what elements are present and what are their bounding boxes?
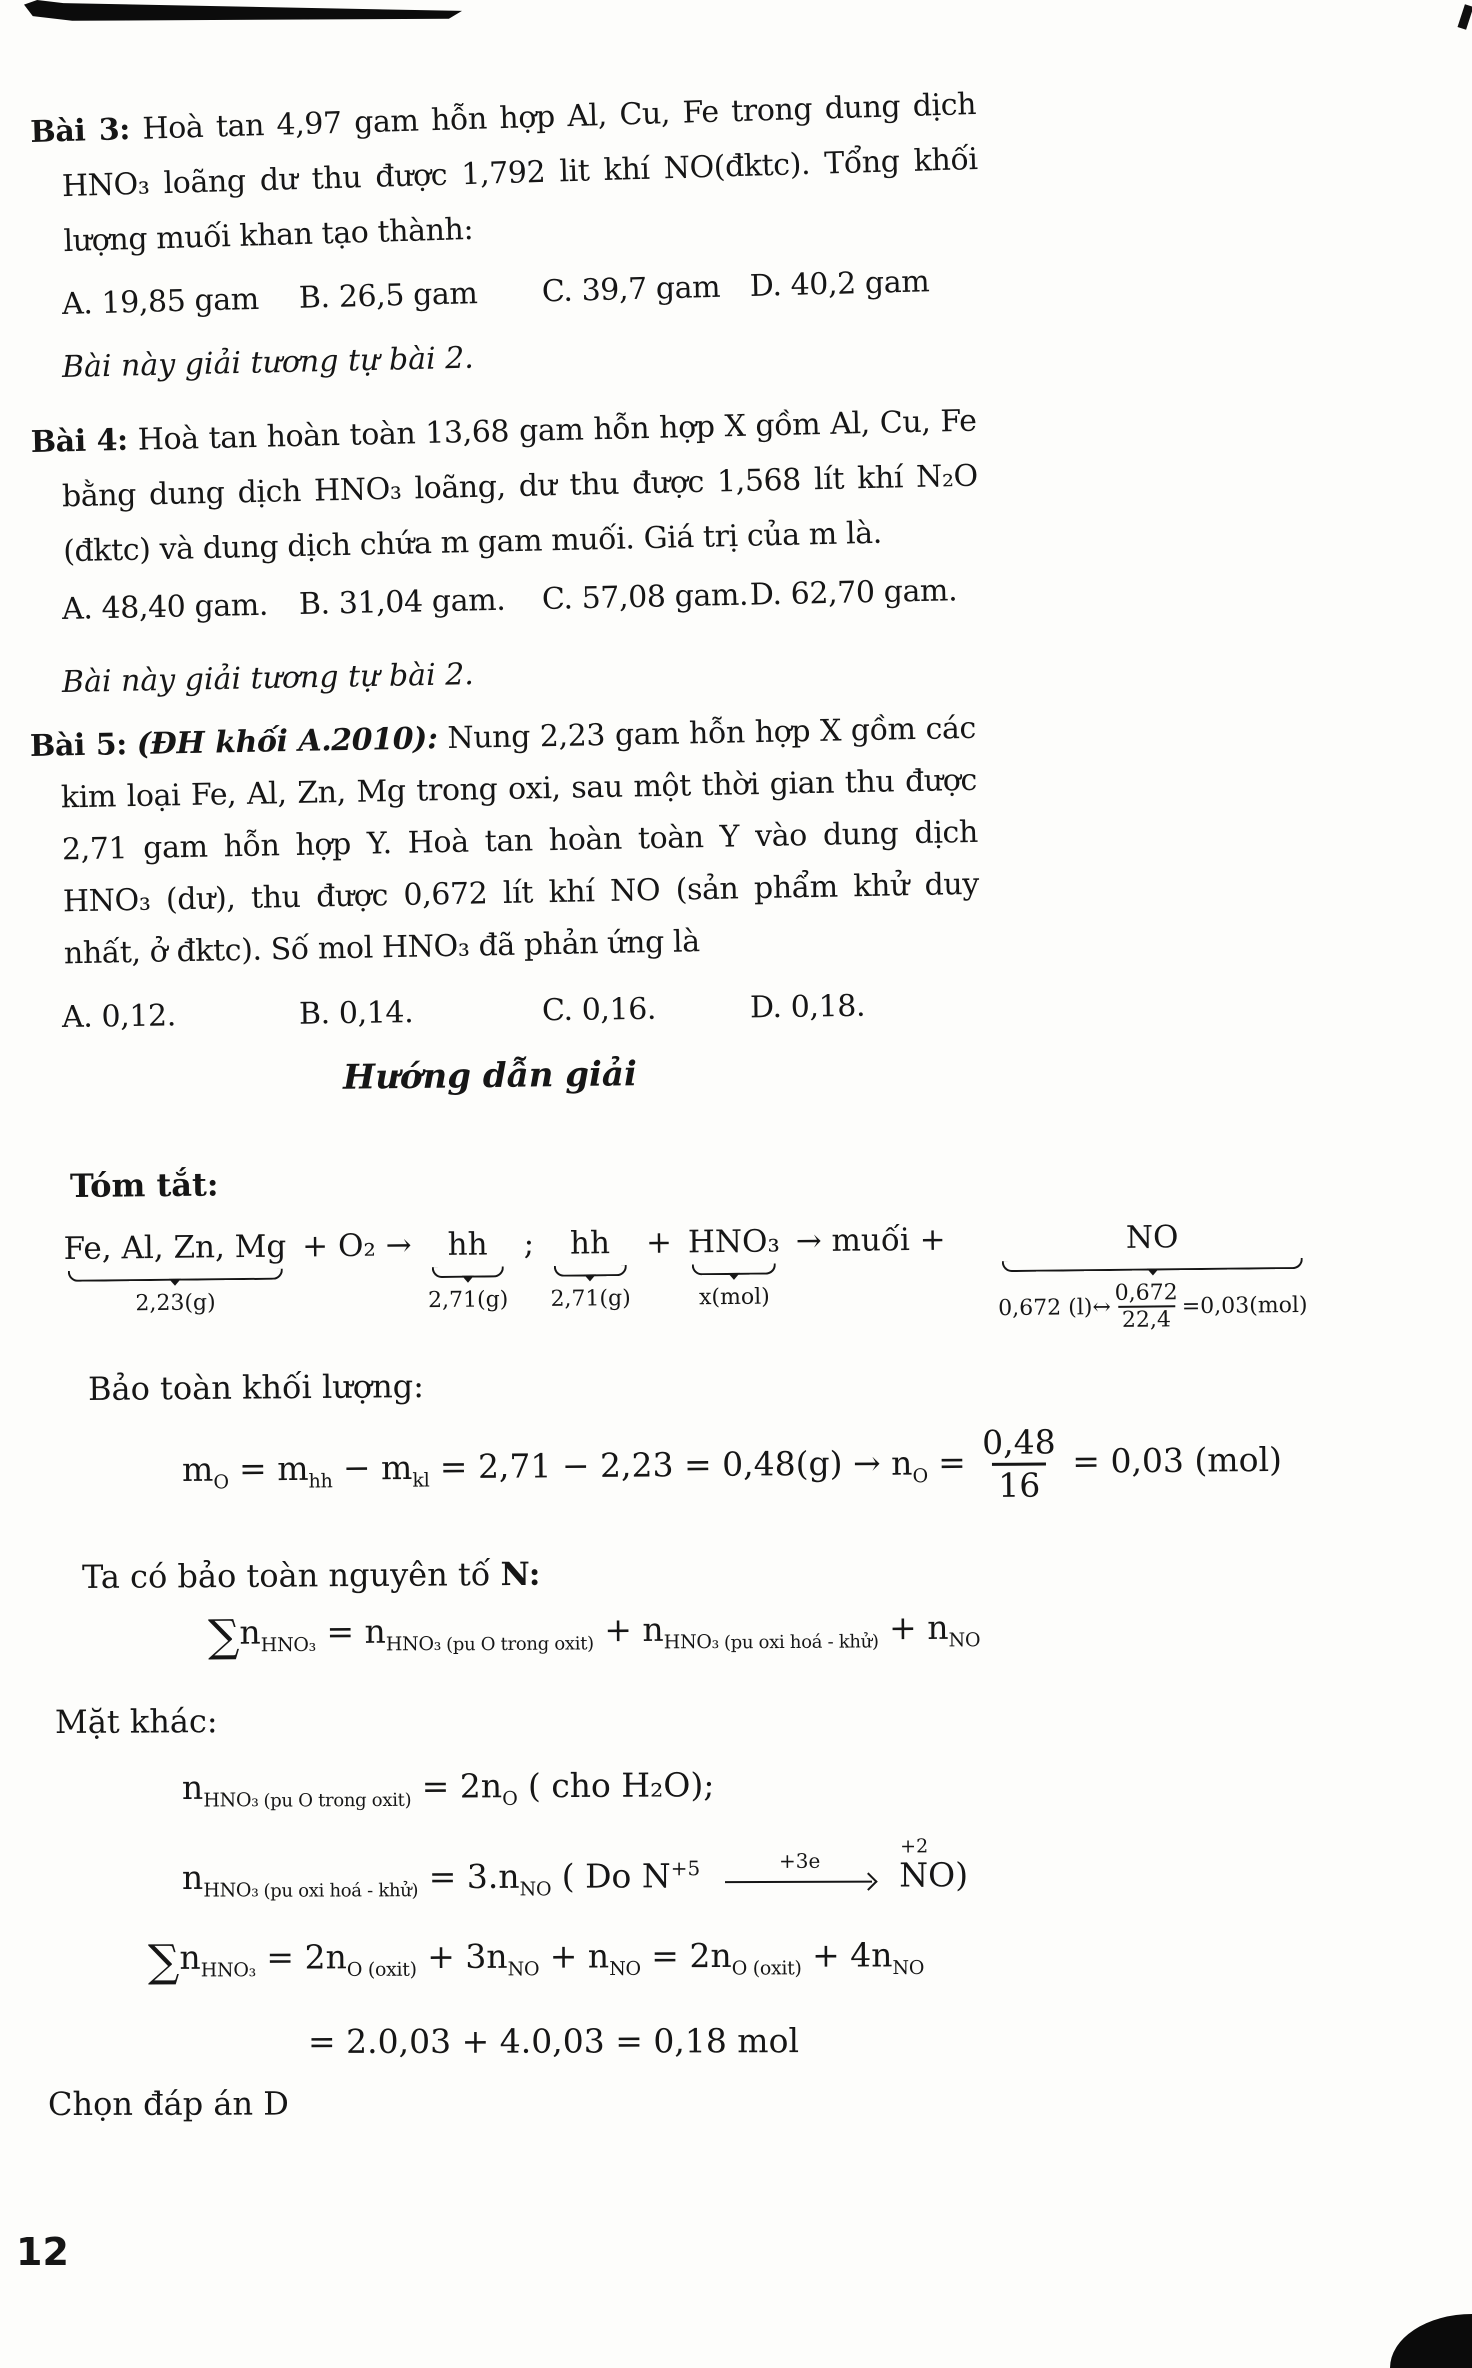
problem-bai-3 xyxy=(30,77,980,270)
solution-scheme xyxy=(57,1215,1313,1344)
option-a: A. 48,40 gam. xyxy=(61,587,269,627)
conclusion xyxy=(48,2085,289,2123)
underbrace-icon xyxy=(432,1266,504,1278)
label-bold: N: xyxy=(500,1554,541,1594)
subscript-note: (pu oxi hoá - khử) xyxy=(263,1879,419,1902)
var: = 3.n xyxy=(428,1856,520,1897)
underbrace-hh1 xyxy=(427,1223,508,1313)
eq-term xyxy=(182,1857,418,1901)
problem-label: Bài 3: xyxy=(29,112,131,151)
page-number xyxy=(16,2230,69,2274)
subscript: kl xyxy=(412,1468,430,1492)
underbrace-icon xyxy=(554,1265,626,1277)
option-d: D. 62,70 gam. xyxy=(749,573,958,613)
var: m xyxy=(277,1448,309,1488)
underbrace-hh2 xyxy=(550,1222,631,1312)
scheme-acid-mol: x(mol) xyxy=(698,1284,770,1311)
var: 2n xyxy=(304,1937,347,1977)
eq-term xyxy=(927,1608,980,1652)
problem-label: Bài 5: xyxy=(29,727,128,765)
subscript-note: (pu O trong oxit) xyxy=(446,1632,594,1655)
label-text: Bảo toàn khối lượng: xyxy=(87,1367,425,1408)
option-a: A. 19,85 gam xyxy=(61,281,260,322)
operator: + xyxy=(549,1936,578,1976)
subscript: O xyxy=(912,1464,928,1487)
scheme-hh1: hh xyxy=(447,1226,488,1263)
options-bai-3 xyxy=(62,264,930,322)
sigma-icon: ∑ xyxy=(207,1610,240,1662)
fraction-numerator: 0,672 xyxy=(1114,1280,1178,1306)
equation-nitrogen-balance xyxy=(207,1607,981,1662)
eq-tail: = 0,03 (mol) xyxy=(1072,1439,1283,1481)
eq-middle: = 2,71 − 2,23 = 0,48(g) → xyxy=(439,1443,881,1487)
scheme-plus: + xyxy=(645,1224,673,1261)
option-c: C. 39,7 gam xyxy=(541,269,721,310)
eq-term xyxy=(179,1938,256,1982)
scan-artifact-corner xyxy=(1390,2314,1472,2368)
eq-term xyxy=(465,1937,539,1981)
note-text: Bài này giải tương tự bài 2. xyxy=(61,657,475,700)
var: = 2n xyxy=(421,1766,503,1806)
operator: + xyxy=(604,1610,633,1650)
option-d: D. 0,18. xyxy=(749,988,866,1026)
operator: = xyxy=(938,1442,967,1482)
eq-term xyxy=(304,1937,416,1981)
sigma-icon: ∑ xyxy=(147,1935,180,1987)
label-text: Ta có bảo toàn nguyên tố xyxy=(81,1555,491,1596)
operator: = xyxy=(651,1936,679,1976)
arrow-line xyxy=(725,1881,872,1884)
fraction-denominator: 16 xyxy=(992,1462,1046,1505)
var: n xyxy=(181,1767,204,1807)
nitrogen-balance-label xyxy=(82,1555,541,1596)
subscript: NO xyxy=(507,1958,540,1981)
eq-term xyxy=(422,1766,518,1810)
var: m xyxy=(181,1449,214,1489)
var: n xyxy=(179,1937,201,1977)
note-bai-4 xyxy=(62,657,474,700)
gas-label-post: =0,03(mol) xyxy=(1181,1292,1308,1319)
scheme-gas-mol xyxy=(998,1279,1308,1334)
oxidation-state: +2 xyxy=(900,1835,929,1858)
var: n xyxy=(927,1607,949,1647)
subscript-note: (pu O trong oxit) xyxy=(263,1789,412,1812)
var: n xyxy=(364,1611,386,1651)
fraction xyxy=(1111,1280,1183,1333)
subscript: O xyxy=(213,1470,229,1493)
arrow-icon: → xyxy=(385,1227,412,1264)
eq-tail: O) xyxy=(928,1855,969,1895)
eq-term xyxy=(364,1610,594,1655)
var: n xyxy=(642,1609,664,1649)
underbrace-hno3 xyxy=(688,1220,781,1310)
subscript-note: (pu oxi hoá - khử) xyxy=(723,1630,879,1653)
underbrace-no xyxy=(997,1215,1308,1334)
label-text: Tóm tắt: xyxy=(69,1165,219,1205)
operator: + xyxy=(812,1935,840,1975)
problem-bai-5 xyxy=(30,703,981,981)
eq-term xyxy=(689,1936,801,1980)
eq-result-text: = 2.0,03 + 4.0,03 = 0,18 mol xyxy=(307,2021,800,2061)
operator: − xyxy=(342,1447,371,1488)
note-text: Bài này giải tương tự bài 2. xyxy=(61,340,475,385)
eq-term xyxy=(182,1767,411,1812)
operator: + xyxy=(888,1608,917,1648)
var: 4n xyxy=(850,1935,893,1975)
eq-term xyxy=(562,1856,701,1895)
problem-text: Hoà tan hoàn toàn 13,68 gam hỗn hợp X gồm Al, Cu, Fe bằng dung dịch HNO₃ loãng, dư thu được 1,568 lít khí N₂O (đktc) và dung dịch chứa m gam muối. Giá trị của m là. xyxy=(61,403,979,570)
element: N xyxy=(899,1855,929,1895)
fraction xyxy=(976,1422,1062,1506)
problem-source: (ĐH khối A.2010): xyxy=(136,721,438,762)
solution-heading xyxy=(0,1050,980,1102)
problem-bai-4 xyxy=(30,394,979,580)
gas-label-pre: 0,672 (l)↔ xyxy=(998,1294,1111,1321)
underbrace-metals xyxy=(63,1226,287,1317)
subscript: NO xyxy=(519,1878,552,1901)
fraction-denominator: 22,4 xyxy=(1118,1305,1175,1333)
options-bai-5 xyxy=(62,989,866,1035)
var: n xyxy=(181,1857,204,1897)
scheme-hh2: hh xyxy=(569,1225,611,1262)
option-b: B. 31,04 gam. xyxy=(298,582,506,623)
eq-term xyxy=(642,1608,879,1653)
option-c: C. 0,16. xyxy=(541,991,657,1029)
equation-oxide xyxy=(182,1765,715,1811)
fraction-numerator: 0,48 xyxy=(982,1422,1056,1463)
subscript: O (oxit) xyxy=(346,1958,417,1981)
eq-term xyxy=(239,1612,316,1656)
var: n xyxy=(587,1936,610,1976)
underbrace-icon xyxy=(1002,1258,1303,1272)
equation-result xyxy=(308,2021,799,2061)
page-number-text: 12 xyxy=(16,2230,69,2274)
scheme-metals-mass: 2,23(g) xyxy=(135,1290,216,1317)
operator: + xyxy=(427,1936,455,1977)
operator: = xyxy=(326,1611,355,1652)
var: 3n xyxy=(465,1936,508,1976)
option-d: D. 40,2 gam xyxy=(749,264,930,304)
scheme-semicolon: ; xyxy=(523,1226,535,1263)
arrow-head xyxy=(859,1872,877,1890)
label-text: Mặt khác: xyxy=(54,1702,218,1741)
note-bai-3 xyxy=(62,341,475,385)
option-c: C. 57,08 gam. xyxy=(541,577,749,617)
summary-label xyxy=(70,1165,219,1205)
equation-sum xyxy=(147,1935,925,1987)
option-a: A. 0,12. xyxy=(61,998,177,1035)
subscript: HNO₃ xyxy=(385,1632,442,1656)
equation-mass-balance xyxy=(182,1420,1283,1513)
problem-label: Bài 4: xyxy=(30,422,129,461)
reaction-arrow-icon xyxy=(725,1848,875,1888)
eq-term xyxy=(429,1857,552,1901)
scheme-hh1-mass: 2,71(g) xyxy=(427,1287,509,1314)
problem-text: Nung 2,23 gam hỗn hợp X gồm các kim loại Fe, Al, Zn, Mg trong oxi, sau một thời gian thu được 2,71 gam hỗn hợp Y. Hoà tan hoàn toàn Y vào dung dịch HNO₃ (dư), thu được 0,672 lít khí NO (sản phẩm khử duy nhất, ở đktc). Số mol HNO₃ đã phản ứng là xyxy=(60,710,980,972)
scheme-acid: HNO₃ xyxy=(687,1223,781,1261)
operator: = xyxy=(266,1937,295,1977)
subscript: NO xyxy=(892,1956,925,1979)
eq-term xyxy=(891,1443,928,1487)
underbrace-icon xyxy=(68,1269,283,1282)
subscript: HNO₃ xyxy=(203,1789,259,1812)
scan-artifact-top-bar xyxy=(24,0,462,26)
subscript: O (oxit) xyxy=(731,1957,802,1980)
subscript: HNO₃ xyxy=(203,1879,259,1902)
eq-tail: ( cho H₂O); xyxy=(527,1765,715,1806)
eq-term xyxy=(588,1936,641,1980)
scheme-gas: NO xyxy=(1125,1219,1179,1256)
mass-balance-label xyxy=(88,1367,424,1408)
arrow-icon: → xyxy=(795,1223,822,1260)
conclusion-text: Chọn đáp án D xyxy=(47,2084,289,2123)
superscript: +5 xyxy=(670,1856,701,1881)
subscript: O xyxy=(502,1787,518,1810)
var: ( Do N xyxy=(561,1856,671,1896)
scheme-product: muối + xyxy=(831,1221,946,1259)
scheme-plus-o2: + O₂ xyxy=(301,1227,377,1265)
eq-term xyxy=(381,1447,430,1491)
var: m xyxy=(380,1447,413,1487)
eq-term xyxy=(182,1449,229,1493)
oxidation-state-overset xyxy=(899,1835,929,1895)
otherwise-label xyxy=(55,1702,218,1741)
option-b: B. 26,5 gam xyxy=(298,276,478,316)
eq-term xyxy=(850,1935,924,1979)
subscript: HNO₃ xyxy=(200,1959,256,1982)
options-bai-4 xyxy=(62,573,958,627)
eq-term xyxy=(277,1448,333,1492)
operator: = xyxy=(238,1448,267,1489)
arrow-label: +3e xyxy=(778,1848,821,1873)
var: n xyxy=(239,1612,261,1652)
scan-artifact-speck xyxy=(1458,4,1472,30)
subscript: NO xyxy=(609,1957,641,1980)
var: 2n xyxy=(689,1935,732,1976)
equation-redox xyxy=(181,1835,969,1902)
var: n xyxy=(890,1443,913,1483)
option-b: B. 0,14. xyxy=(298,995,414,1032)
underbrace-icon xyxy=(692,1263,776,1275)
problem-text: Hoà tan 4,97 gam hỗn hợp Al, Cu, Fe trong dung dịch HNO₃ loãng dư thu được 1,792 lit khí NO(đktc). Tổng khối lượng muối khan tạo thành: xyxy=(61,86,979,260)
scheme-hh2-mass: 2,71(g) xyxy=(550,1286,631,1312)
subscript: NO xyxy=(948,1629,981,1652)
subscript: hh xyxy=(308,1469,333,1492)
subscript: HNO₃ xyxy=(663,1631,720,1654)
subscript: HNO₃ xyxy=(260,1633,317,1657)
scheme-metals: Fe, Al, Zn, Mg xyxy=(63,1228,287,1267)
heading-text: Hướng dẫn giải xyxy=(342,1054,638,1098)
